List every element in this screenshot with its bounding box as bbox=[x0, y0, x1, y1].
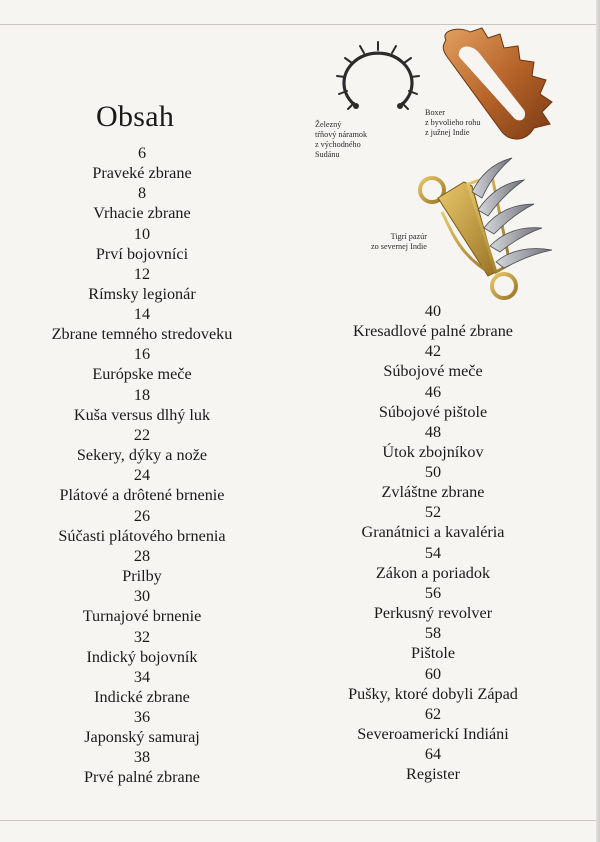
toc-page-number: 10 bbox=[133, 224, 151, 243]
toc-page-number: 54 bbox=[424, 543, 442, 562]
toc-page-number: 62 bbox=[424, 704, 442, 723]
toc-title: Súčasti plátového brnenia bbox=[58, 526, 226, 545]
toc-title: Plátové a drôtené brnenie bbox=[59, 486, 225, 505]
toc-page-number: 38 bbox=[133, 748, 151, 767]
toc-entry[interactable] bbox=[22, 667, 262, 707]
toc-entry[interactable] bbox=[313, 623, 553, 663]
bottom-page-edge bbox=[0, 820, 600, 821]
toc-page-number: 24 bbox=[133, 466, 151, 485]
toc-entry[interactable] bbox=[22, 546, 262, 586]
toc-entry[interactable] bbox=[22, 304, 262, 344]
toc-title: Pištole bbox=[410, 644, 456, 663]
caption-line: z východného bbox=[315, 140, 361, 149]
toc-entry[interactable] bbox=[22, 707, 262, 747]
toc-title: Praveké zbrane bbox=[92, 164, 192, 182]
toc-page-number: 14 bbox=[133, 305, 151, 324]
boxer-caption bbox=[425, 108, 480, 138]
toc-page-number: 18 bbox=[133, 385, 151, 404]
toc-title: Japonský samuraj bbox=[84, 728, 200, 747]
toc-page-number: 28 bbox=[133, 546, 151, 565]
toc-page-number: 36 bbox=[133, 708, 151, 727]
toc-title: Kresadlové palné zbrane bbox=[353, 322, 513, 340]
toc-entry[interactable] bbox=[22, 224, 262, 264]
toc-title: Vrhacie zbrane bbox=[93, 204, 191, 223]
tiger-claw-caption bbox=[371, 232, 427, 252]
toc-title: Turnajové brnenie bbox=[82, 607, 202, 626]
toc-title: Zbrane temného stredoveku bbox=[51, 325, 233, 344]
toc-title: Granátnici a kavaléria bbox=[361, 523, 505, 542]
toc-entry[interactable] bbox=[22, 385, 262, 425]
toc-left-column bbox=[22, 143, 262, 788]
toc-title: Indický bojovník bbox=[86, 647, 198, 666]
toc-title: Európske meče bbox=[92, 365, 192, 384]
toc-title: Severoamerickí Indiáni bbox=[357, 724, 509, 743]
toc-page-number: 12 bbox=[133, 264, 151, 283]
toc-entry[interactable] bbox=[313, 382, 553, 422]
toc-title: Kuša versus dlhý luk bbox=[73, 405, 211, 424]
toc-title: Zvláštne zbrane bbox=[381, 483, 485, 502]
toc-page-number: 26 bbox=[133, 506, 151, 525]
toc-entry[interactable] bbox=[313, 664, 553, 704]
toc-page-number: 22 bbox=[133, 426, 151, 445]
caption-line: z južnej Indie bbox=[425, 128, 470, 137]
toc-page-number: 8 bbox=[137, 184, 147, 203]
toc-entry[interactable] bbox=[22, 264, 262, 304]
caption-line: Železný bbox=[315, 120, 342, 129]
toc-entry[interactable] bbox=[22, 143, 262, 183]
toc-title: Súbojové pištole bbox=[378, 402, 488, 421]
thorn-bracelet-image bbox=[330, 38, 426, 120]
toc-title: Útok zbojníkov bbox=[382, 442, 484, 461]
page-title: Obsah bbox=[96, 100, 175, 134]
page-fold-edge bbox=[596, 0, 600, 842]
toc-title: Indické zbrane bbox=[94, 687, 190, 706]
caption-line: tŕňový náramok bbox=[315, 130, 368, 139]
toc-page-number: 52 bbox=[424, 503, 442, 522]
toc-entry[interactable] bbox=[22, 344, 262, 384]
toc-page-number: 42 bbox=[424, 342, 442, 361]
toc-page-number: 32 bbox=[133, 627, 151, 646]
toc-entry[interactable] bbox=[313, 502, 553, 542]
toc-page-number: 56 bbox=[424, 584, 442, 603]
caption-line: Tigrí pazúr bbox=[390, 232, 427, 241]
caption-line: Sudánu bbox=[315, 150, 340, 159]
toc-title: Pušky, ktoré dobyli Západ bbox=[348, 684, 518, 703]
toc-page-number: 46 bbox=[424, 382, 442, 401]
toc-entry[interactable] bbox=[313, 543, 553, 583]
toc-page-number: 58 bbox=[424, 624, 442, 643]
toc-entry[interactable] bbox=[22, 747, 262, 787]
toc-entry[interactable] bbox=[313, 704, 553, 744]
toc-entry[interactable] bbox=[313, 462, 553, 502]
toc-right-column bbox=[313, 301, 553, 785]
toc-entry[interactable] bbox=[22, 506, 262, 546]
bracelet-caption bbox=[315, 120, 367, 160]
caption-line: Boxer bbox=[425, 108, 446, 117]
toc-entry[interactable] bbox=[313, 422, 553, 462]
toc-entry[interactable] bbox=[313, 583, 553, 623]
caption-line: z byvolieho rohu bbox=[425, 118, 481, 127]
toc-page-number: 6 bbox=[137, 144, 147, 162]
toc-entry[interactable] bbox=[22, 183, 262, 223]
tiger-claw-image bbox=[412, 152, 562, 304]
toc-page-number: 60 bbox=[424, 664, 442, 683]
toc-page-number: 40 bbox=[424, 302, 442, 320]
toc-page-number: 64 bbox=[424, 745, 442, 764]
toc-entry[interactable] bbox=[22, 627, 262, 667]
caption-line: zo severnej Indie bbox=[371, 242, 427, 251]
toc-page-number: 30 bbox=[133, 587, 151, 606]
toc-title: Rímsky legionár bbox=[88, 284, 196, 303]
toc-title: Prvé palné zbrane bbox=[84, 768, 200, 787]
toc-page-number: 48 bbox=[424, 422, 442, 441]
toc-entry[interactable] bbox=[313, 744, 553, 784]
toc-title: Prví bojovníci bbox=[95, 244, 189, 263]
toc-title: Súbojové meče bbox=[383, 362, 483, 381]
toc-title: Sekery, dýky a nože bbox=[76, 446, 208, 465]
toc-page-number: 34 bbox=[133, 667, 151, 686]
toc-title: Register bbox=[406, 765, 460, 784]
toc-entry[interactable] bbox=[22, 425, 262, 465]
toc-page-number: 16 bbox=[133, 345, 151, 364]
toc-entry[interactable] bbox=[22, 465, 262, 505]
toc-title: Zákon a poriadok bbox=[375, 563, 491, 582]
toc-entry[interactable] bbox=[313, 341, 553, 381]
toc-entry[interactable] bbox=[22, 586, 262, 626]
toc-entry[interactable] bbox=[313, 301, 553, 341]
toc-title: Prilby bbox=[122, 566, 162, 585]
toc-page-number: 50 bbox=[424, 463, 442, 482]
toc-title: Perkusný revolver bbox=[373, 604, 493, 623]
